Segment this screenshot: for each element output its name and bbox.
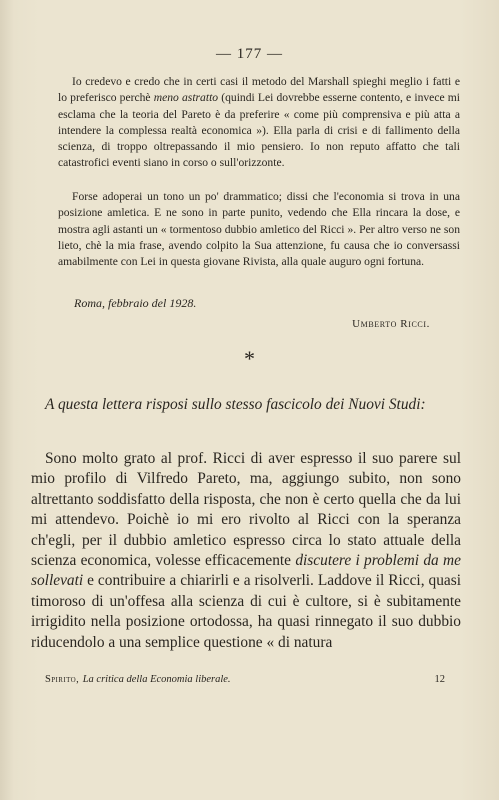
intro-paragraph (31, 395, 461, 415)
footer-title: La critica della Economia liberale. (82, 674, 231, 685)
page-footer: Spirito, La critica della Economia liberale. 12 (45, 674, 445, 685)
signature: Umberto Ricci. (352, 318, 430, 330)
letter-paragraph-2 (58, 189, 460, 270)
reply-italic: discutere i problemi da me sollevati (31, 552, 461, 590)
intro-text: A questa lettera risposi sullo stesso fascicolo dei Nuovi Studi: (45, 396, 426, 413)
letter-p1-italic: meno astratto (153, 91, 219, 105)
letter-paragraph-1 (58, 74, 460, 172)
reply-text-a: Sono molto grato al prof. Ricci di aver espresso il suo parere sul mio profilo di Vilfredo Pareto, ma, aggiungo subito, non sono altrettanto soddisfatto della risposta, che non è certo quella che da lui mi attendevo. Poichè io mi ero rivolto al Ricci con la speranza ch'egli, per il dubbio amletico espresso circa lo stato attuale della scienza economica, volesse efficacemente (31, 450, 461, 570)
footer-author: Spirito (45, 674, 77, 685)
letter-p2-text: Forse adoperai un tono un po' drammatico; dissi che l'economia si trova in una posizione amletica. E ne sono in parte punito, vedendo che Ella rincara la dose, e mostra agli astanti un « tormentoso dubbio amletico del Ricci ». Per altro verso ne son lieto, chè la mia frase, avendo colpito la Sua attenzione, fu causa che io conversassi amabilmente con Lei in questa giovane Rivista, alla quale auguro ogni fortuna. (58, 190, 460, 269)
reply-text-b: e contribuire a chiarirli e a risolverli. Laddove il Ricci, quasi timoroso di un'offesa alla scienza di cui è cultore, si è subitamente irrigidito nella posizione ortodossa, ha quasi rinnegato il suo dubbio riducendolo a una semplice questione « di natura (31, 572, 461, 651)
footer-sheet-number: 12 (434, 674, 445, 685)
page-number: — 177 — (216, 46, 283, 62)
letter-p1-tail: (quindi Lei dovrebbe esserne contento, e invece mi esclama che la teoria del Pareto è da preferire « come più comprensiva e più atta a intendere la complessa realtà economica »). Ella parla di crisi e di fallimento della scienza, di troppo oltrepassando il mio pensiero. Io non reputo affatto che tali catastrofici eventi siano in corso o sull'orizzonte. (58, 91, 461, 170)
reply-paragraph (31, 449, 461, 653)
dateline: Roma, febbraio del 1928. (74, 296, 197, 310)
letter-p1-text: Io credevo e credo che in certi casi il metodo del Marshall spieghi meglio i fatti e lo preferisco perchè (58, 75, 460, 105)
asterism-divider: * (244, 346, 255, 371)
